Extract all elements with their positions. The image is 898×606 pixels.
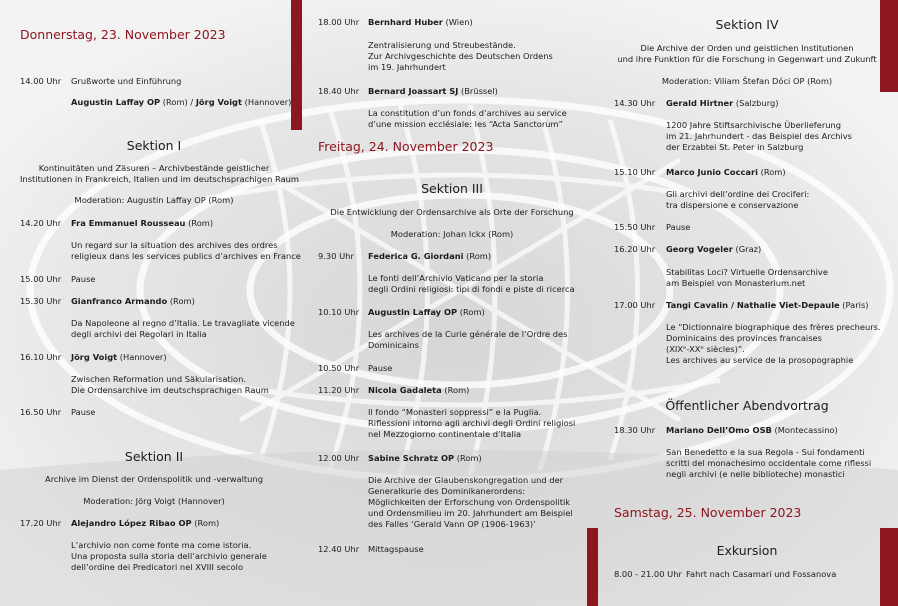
speaker-name: Augustin Laffay OP	[71, 97, 161, 107]
event-speaker	[71, 352, 167, 363]
speaker-place: (Graz)	[732, 244, 762, 254]
event-time: 18.30 Uhr	[614, 425, 656, 435]
event-speaker	[368, 86, 498, 97]
speaker-place: (Brüssel)	[458, 86, 498, 96]
accent-bar-top-right	[880, 0, 898, 92]
speaker-place: (Rom)	[441, 385, 470, 395]
talk-title: nel Mezzogiorno continentale d’Italia	[368, 429, 522, 439]
talk-title: degli Ordini religiosi: tipi di fondi e piste di ricerca	[368, 284, 575, 294]
event-time: 8.00 - 21.00 Uhr	[614, 569, 682, 579]
speaker-name: Bernard Joassart SJ	[368, 86, 459, 96]
talk-title: Riflessioni intorno agli archivi degli Ordini religiosi	[368, 418, 576, 428]
speaker-place: (Rom)	[463, 251, 492, 261]
talk-title: dell’ordine dei Predicatori nel XVIII secolo	[71, 562, 244, 572]
event-time: 15.30 Uhr	[20, 296, 62, 306]
talk-title: La constitution d’un fonds d’archives au service	[368, 108, 567, 118]
speaker-name: Georg Vogeler	[666, 244, 733, 254]
speaker-place: (Rom)	[191, 518, 220, 528]
speaker-place: (Rom)	[454, 453, 482, 463]
talk-title: Dominicains	[368, 340, 419, 350]
talk-title: scritti del monachesimo occidentale come riflessi	[666, 458, 872, 468]
section-title: Sektion IV	[715, 17, 779, 32]
event-time: 9.30 Uhr	[318, 251, 354, 261]
event-speaker	[666, 244, 761, 255]
section-moderation: Moderation: Johan Ickx (Rom)	[390, 229, 514, 239]
talk-title: der Erzabtei St. Peter in Salzburg	[666, 142, 804, 152]
accent-bar-top-left	[291, 0, 302, 130]
talk-title: Le “Dictionnaire biographique des frères precheurs.	[666, 322, 881, 332]
section-title: Sektion I	[126, 138, 182, 153]
section-moderation: Moderation: Augustin Laffay OP (Rom)	[74, 195, 234, 205]
event-time: 10.10 Uhr	[318, 307, 360, 317]
speaker-name: Marco Junio Coccari	[666, 167, 758, 177]
speaker-place: (Rom)	[185, 218, 214, 228]
talk-title: Die Archive der Glaubenskongregation und der	[368, 475, 564, 485]
talk-title: Zwischen Reformation und Säkularisation.	[71, 374, 246, 384]
section-moderation: Moderation: Viliam Štefan Dóci OP (Rom)	[661, 76, 833, 86]
section-description: und ihre Funktion für die Forschung in Gegenwart und Zukunft	[617, 54, 877, 64]
talk-title: Un regard sur la situation des archives des ordres	[71, 240, 278, 250]
section-description: Kontinuitäten und Zäsuren – Archivbestände geistlicher	[38, 163, 270, 173]
event-title: Pause	[368, 363, 393, 373]
event-speaker	[368, 17, 473, 28]
speaker-name: Gerald Hirtner	[666, 98, 734, 108]
section-moderation: Moderation: Jörg Voigt (Hannover)	[83, 496, 225, 506]
speaker-name: Federica G. Giordani	[368, 251, 464, 261]
event-title: Grußworte und Einführung	[71, 76, 182, 86]
speaker-name: Bernhard Huber	[368, 17, 443, 27]
speaker-name: Gianfranco Armando	[71, 296, 168, 306]
event-title: Pause	[666, 222, 691, 232]
talk-title: und Ordensmilieu im 20. Jahrhundert am Beispiel	[368, 508, 573, 518]
event-speaker	[368, 385, 469, 396]
event-time: 15.50 Uhr	[614, 222, 656, 232]
talk-title: d’une mission ecclésiale: les “Acta Sanctorum”	[368, 119, 563, 129]
event-time: 14.20 Uhr	[20, 218, 62, 228]
event-speaker	[368, 307, 485, 318]
talk-title: Gli archivi dell’ordine dei Crociferi:	[666, 189, 810, 199]
speaker-place: (Rom)	[757, 167, 786, 177]
event-time: 16.10 Uhr	[20, 352, 62, 362]
event-speaker	[368, 453, 482, 464]
talk-title: Una proposta sulla storia dell’archivio generale	[71, 551, 267, 561]
event-speaker	[71, 296, 195, 307]
event-speakers	[71, 97, 291, 108]
speaker-name: Tangi Cavalin / Nathalie Viet-Depaule	[666, 300, 840, 310]
event-time: 17.20 Uhr	[20, 518, 62, 528]
talk-title: Da Napoleone al regno d’Italia. Le travagliate vicende	[71, 318, 295, 328]
speaker-place: (Rom)	[457, 307, 485, 317]
talk-title: Dominicains des provinces francaises	[666, 333, 822, 343]
speaker-place: (Wien)	[442, 17, 473, 27]
talk-title: L’archivio non come fonte ma come istoria.	[71, 540, 252, 550]
event-time: 17.00 Uhr	[614, 300, 656, 310]
speaker-name: Fra Emmanuel Rousseau	[71, 218, 186, 228]
speaker-place: (Hannover)	[117, 352, 167, 362]
talk-title: am Beispiel von Monasterium.net	[666, 278, 806, 288]
event-speaker	[666, 425, 838, 436]
event-time: 12.40 Uhr	[318, 544, 360, 554]
talk-title: Stabilitas Loci? Virtuelle Ordensarchive	[666, 267, 828, 277]
talk-title: Le fonti dell’Archivio Vaticano per la storia	[368, 273, 544, 283]
talk-title: Les archives de la Curie générale de l’Ordre des	[368, 329, 568, 339]
event-time: 14.30 Uhr	[614, 98, 656, 108]
speaker-place: (Montecassino)	[771, 425, 838, 435]
talk-title: degli archivi dei Regolari in Italia	[71, 329, 207, 339]
date-heading-friday: Freitag, 24. November 2023	[318, 139, 494, 154]
section-description: Institutionen in Frankreich, Italien und im deutschsprachigen Raum	[20, 174, 300, 184]
speaker-name: Jörg Voigt	[195, 97, 242, 107]
talk-title: tra dispersione e conservazione	[666, 200, 799, 210]
event-time: 18.00 Uhr	[318, 17, 360, 27]
speaker-place: (Salzburg)	[733, 98, 779, 108]
accent-bar-bottom-middle	[587, 528, 598, 606]
event-speaker	[666, 167, 786, 178]
speaker-place: (Hannover)	[241, 97, 292, 107]
event-time: 18.40 Uhr	[318, 86, 360, 96]
speaker-name: Jörg Voigt	[71, 352, 118, 362]
section-description: Die Entwicklung der Ordensarchive als Orte der Forschung	[330, 207, 574, 217]
speaker-name: Nicola Gadaleta	[368, 385, 442, 395]
speaker-place: (Paris)	[839, 300, 869, 310]
talk-title: (XIXᵉ-XXᵉ siècles)”.	[666, 344, 745, 354]
speaker-name: Augustin Laffay OP	[368, 307, 458, 317]
event-time: 14.00 Uhr	[20, 76, 62, 86]
event-time: 15.10 Uhr	[614, 167, 656, 177]
event-speaker	[71, 218, 213, 229]
talk-title: negli archivi (e nelle biblioteche) monastici	[666, 469, 845, 479]
event-time: 12.00 Uhr	[318, 453, 360, 463]
event-speaker	[666, 300, 869, 311]
speaker-name: Sabine Schratz OP	[368, 453, 455, 463]
event-title: Fahrt nach Casamari und Fossanova	[686, 569, 837, 579]
section-title: Sektion III	[421, 181, 483, 196]
date-heading-saturday: Samstag, 25. November 2023	[614, 505, 802, 520]
event-speaker	[666, 98, 778, 109]
talk-title: im 21. Jahrhundert - das Beispiel des Archivs	[666, 131, 852, 141]
section-description: Die Archive der Orden und geistlichen Institutionen	[640, 43, 854, 53]
talk-title: Les archives au service de la prosopographie	[666, 355, 854, 365]
excursion-title: Exkursion	[716, 543, 778, 558]
talk-title: Zur Archivgeschichte des Deutschen Ordens	[368, 51, 553, 61]
event-speaker	[71, 518, 219, 529]
talk-title: des Falles ‘Gerald Vann OP (1906-1963)’	[368, 519, 536, 529]
talk-title: San Benedetto e la sua Regola - Sui fondamenti	[666, 447, 865, 457]
event-time: 16.50 Uhr	[20, 407, 62, 417]
talk-title: Il fondo “Monasteri soppressi” e la Puglia.	[368, 407, 542, 417]
speaker-separator: (Rom) /	[160, 97, 196, 107]
accent-bar-bottom-right	[880, 528, 898, 606]
speaker-name: Mariano Dell’Omo OSB	[666, 425, 772, 435]
event-time: 15.00 Uhr	[20, 274, 62, 284]
talk-title: im 19. Jahrhundert	[368, 62, 446, 72]
speaker-name: Alejandro López Ribao OP	[71, 518, 192, 528]
speaker-place: (Rom)	[167, 296, 195, 306]
section-description: Archive im Dienst der Ordenspolitik und -verwaltung	[45, 474, 263, 484]
event-title: Pause	[71, 274, 96, 284]
event-time: 11.20 Uhr	[318, 385, 360, 395]
event-title: Pause	[71, 407, 96, 417]
talk-title: Möglichkeiten der Erforschung von Ordenspolitik	[368, 497, 571, 507]
section-title: Sektion II	[124, 449, 184, 464]
talk-title: Generalkurie des Dominikanerordens:	[368, 486, 526, 496]
talk-title: religieux dans les services publics d’archives en France	[71, 251, 301, 261]
talk-title: 1200 Jahre Stiftsarchivische Überlieferung	[666, 120, 842, 130]
event-title: Mittagspause	[368, 544, 424, 554]
talk-title: Zentralisierung und Streubestände.	[368, 40, 516, 50]
event-time: 10.50 Uhr	[318, 363, 360, 373]
event-speaker	[368, 251, 491, 262]
date-heading-thursday: Donnerstag, 23. November 2023	[20, 27, 226, 42]
event-time: 16.20 Uhr	[614, 244, 656, 254]
talk-title: Die Ordensarchive im deutschsprachigen Raum	[71, 385, 269, 395]
public-lecture-title: Öffentlicher Abendvortrag	[665, 398, 829, 413]
